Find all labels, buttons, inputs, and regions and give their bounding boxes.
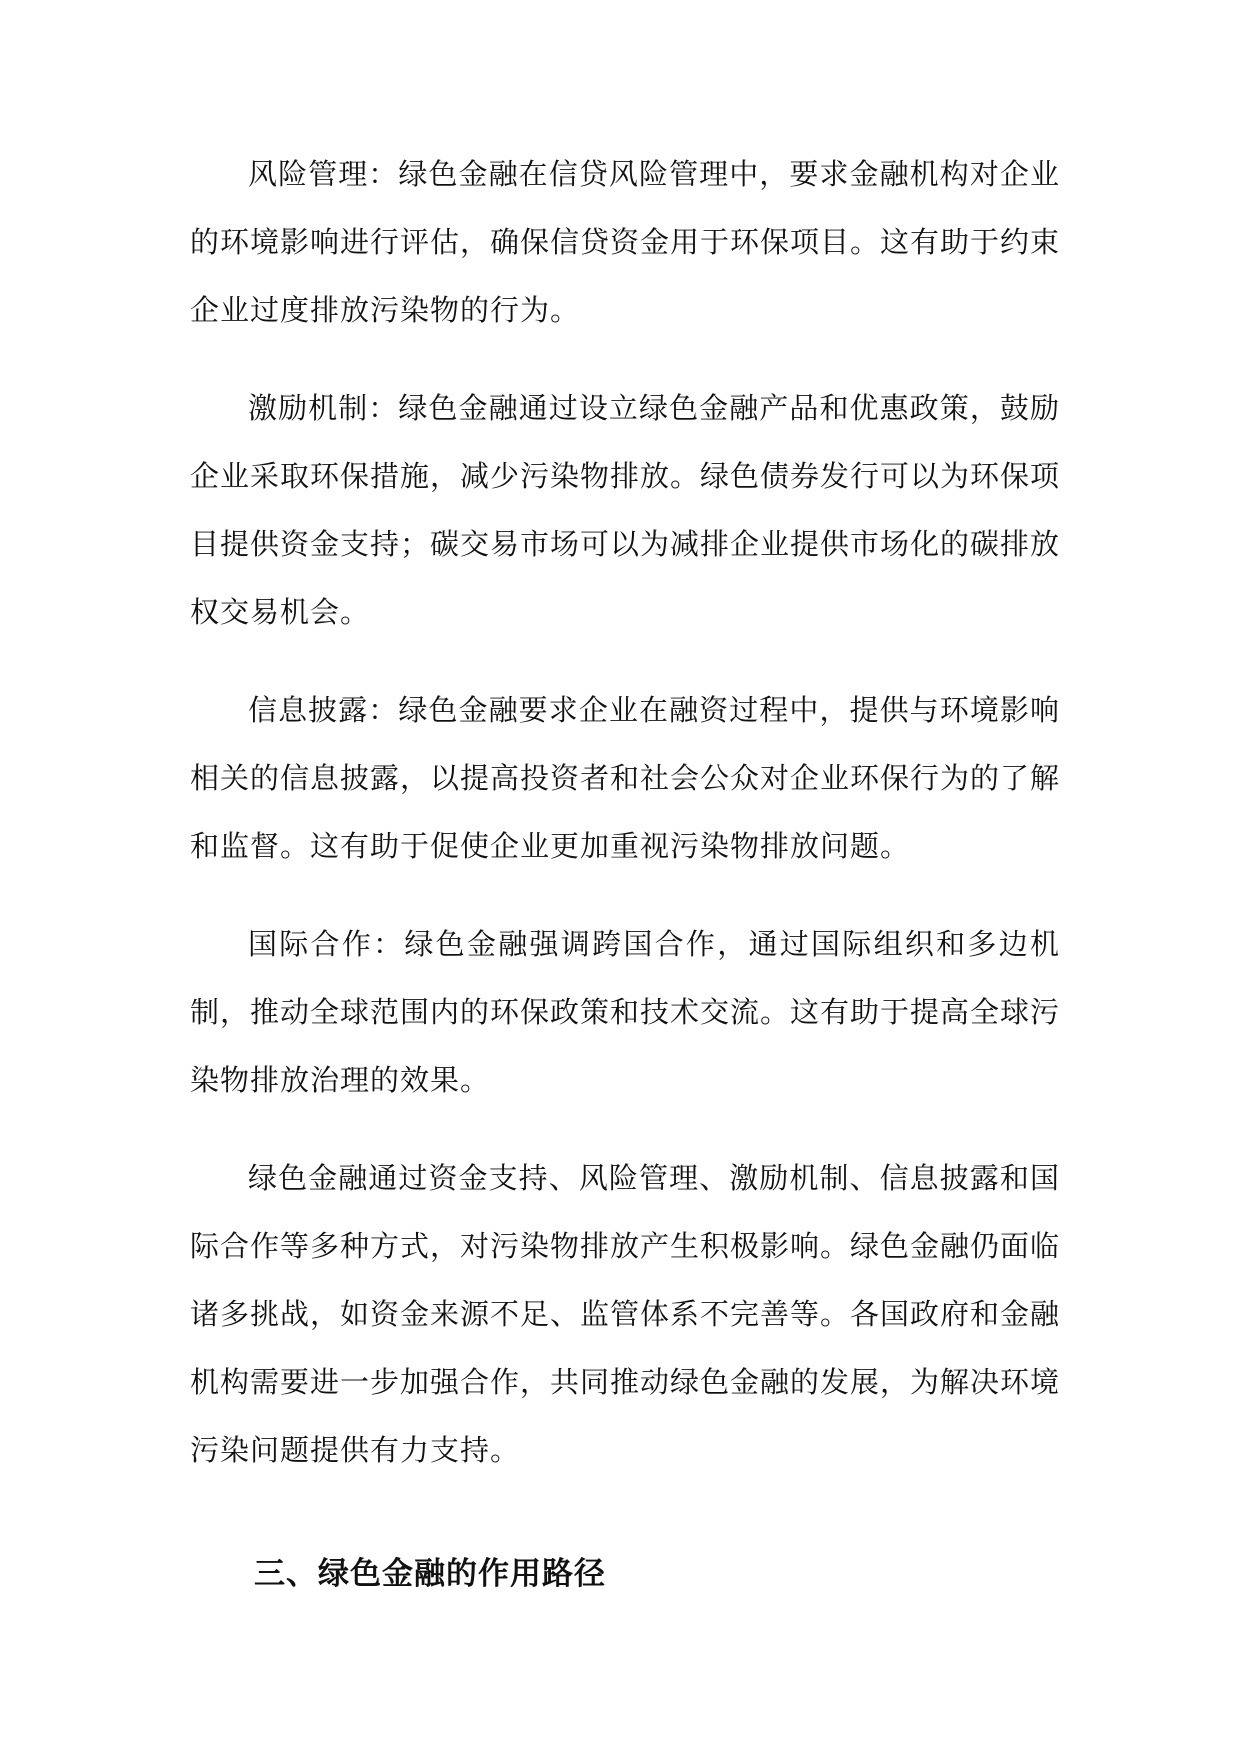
paragraph-risk-management: 风险管理：绿色金融在信贷风险管理中，要求金融机构对企业的环境影响进行评估，确保信贷资金用于环保项目。这有助于约束企业过度排放污染物的行为。 [190,157,1061,327]
paragraph-summary: 绿色金融通过资金支持、风险管理、激励机制、信息披露和国际合作等多种方式，对污染物排放产生积极影响。绿色金融仍面临诸多挑战，如资金来源不足、监管体系不完善等。各国政府和金融机构需要进一步加强合作，共同推动绿色金融的发展，为解决环境污染问题提供有力支持。 [190,1161,1061,1467]
paragraph-incentive-mechanism: 激励机制：绿色金融通过设立绿色金融产品和优惠政策，鼓励企业采取环保措施，减少污染物排放。绿色债券发行可以为环保项目提供资金支持；碳交易市场可以为减排企业提供市场化的碳排放权交易机会。 [190,391,1061,629]
section-heading: 三、绿色金融的作用路径 [254,1556,606,1592]
paragraph-international-cooperation: 国际合作：绿色金融强调跨国合作，通过国际组织和多边机制，推动全球范围内的环保政策和技术交流。这有助于提高全球污染物排放治理的效果。 [190,927,1061,1097]
document-body [190,140,1060,1604]
paragraph-information-disclosure: 信息披露：绿色金融要求企业在融资过程中，提供与环境影响相关的信息披露，以提高投资者和社会公众对企业环保行为的了解和监督。这有助于促使企业更加重视污染物排放问题。 [190,693,1061,863]
